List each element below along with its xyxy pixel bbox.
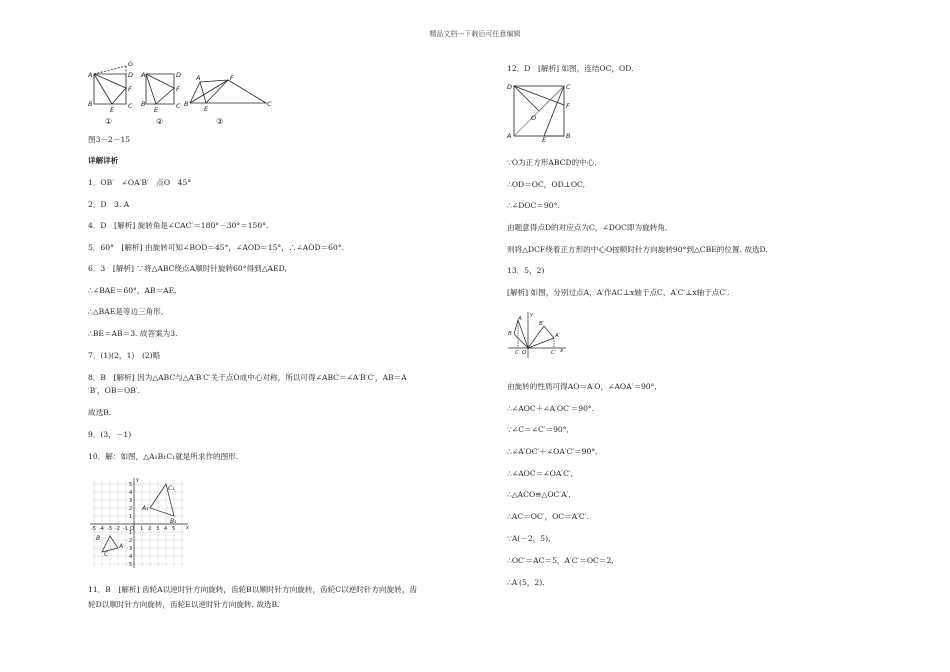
coordinate-figure [506,310,568,360]
grid-figure [86,476,190,572]
axis-label: x [186,525,189,531]
fig-label: D [128,71,134,79]
tick-label: -5 [91,526,96,532]
figure-caption: 图3－2－15 [88,135,131,144]
tick-label: -3 [107,526,112,532]
fig-label: B [88,100,93,108]
fig-label: D [176,71,182,79]
fig-label: C′ [551,350,557,356]
tick-label: 2 [148,526,152,532]
answer-line: 7．(1)(2，1) (2)略 [88,351,161,360]
fig-label: G [128,60,134,68]
fig-label: F [230,74,234,82]
answer-line: ∵O为正方形ABCD的中心, [507,158,597,167]
answer-line: ∴AC＝OC′，OC＝A′C′. [507,512,589,521]
tick-label: 5 [129,562,133,568]
tick-label: 1 [129,514,133,520]
fig-label: B [566,132,571,140]
answer-line: ∵∠C＝∠C′＝90°, [507,425,569,434]
answer-line: 5．60° [解析] 由旋转可知∠BOD＝45°，∠AOD＝15°，∴∠AOD＝60°. [88,243,345,252]
fig-number: ③ [216,117,224,126]
fig-label: C [267,100,272,108]
fig-number: ① [105,117,113,126]
answer-line: ∴OD＝OC，OD⊥OC, [507,180,586,189]
fig-label: B [508,331,512,337]
answer-line: ∴∠AOC＋∠A′OC′＝90°. [507,404,595,413]
fig-label: A′ [555,333,561,339]
fig-label: A [507,132,512,140]
fig-number: ② [156,117,164,126]
tick-label: 5 [129,482,133,488]
answer-line: 8．B [解析] 因为△ABC与△A′B′C′关于点O成中心对称，所以可得∠ABC＝∠A′B′C′，AB＝A [88,373,407,382]
fig-label: C [128,102,133,110]
tick-label: 1 [129,530,133,536]
fig-label: O [522,350,527,356]
tick-label: 5 [172,526,176,532]
tick-label: 3 [156,526,160,532]
fig-label: B [184,100,189,108]
answer-line: 由题意得点D的对应点为C，∠DOC即为旋转角, [507,223,668,232]
fig-label: E [154,106,159,114]
answer-line: ∴BE＝AB＝3. 故答案为3. [88,329,178,338]
answer-line: 12．D [解析] 如图，连结OC，OD. [507,64,634,73]
fig-label: C [176,102,181,110]
tick-label: 4 [129,554,133,560]
tick-label: 3 [129,498,133,504]
fig-label: C [566,83,571,91]
fig-label: E [542,136,547,142]
square-figure [506,80,576,142]
answer-line: 故选B. [88,408,112,417]
answer-line: ∴∠A′OC′＋∠OA′C′＝90°, [507,447,598,456]
answer-line: ∴△ACO≌△OC′A′, [507,490,571,499]
axis-label: y [136,477,139,483]
point-label: A₁ [142,505,149,512]
tick-label: -4 [99,526,104,532]
point-label: B [96,535,101,542]
figure-3-2-15 [86,58,276,128]
fig-label: O [531,114,537,122]
answer-line: ′B′，OB＝OB′. [88,386,140,395]
fig-label: A [196,74,201,82]
fig-label: C [515,350,519,356]
point-label: C₁ [168,485,175,492]
fig-label: D [507,83,513,91]
answer-line: 4．D [解析] 旋转角是∠CAC′＝180°－30°＝150°. [88,221,269,230]
fig-label: A [88,71,93,79]
fig-label: F [128,85,132,93]
fig-label: y [530,312,534,318]
fig-label: x [560,348,564,354]
fig-label: B [141,100,146,108]
answer-line: 11．B [解析] 齿轮A以逆时针方向旋转，齿轮B以顺时针方向旋转，齿轮C以逆时针方向旋转，齿 [88,585,418,594]
point-label: C [104,551,109,558]
page-header: 精品文档---下载后可任意编辑 [429,30,521,38]
tick-label: 4 [164,526,168,532]
answer-line: 13．5，2) [507,266,545,275]
answer-line: 6．3 [解析] ∵将△ABC绕点A顺时针旋转60°得到△AED, [88,264,287,273]
answer-line: ∴A′(5，2). [507,578,545,587]
answer-line: [解析] 如图，分别过点A，A′作AC⊥x轴于点C，A′C′⊥x轴于点C′. [507,288,730,297]
answer-line: ∴∠AOC＝∠OA′C′, [507,469,574,478]
point-label: A [119,543,124,550]
answer-line: ∴∠BAE＝60°，AB＝AE, [88,286,177,295]
answer-line: 轮D以顺时针方向旋转，齿轮E以逆时针方向旋转. 故选B. [88,600,280,609]
point-label: B₁ [170,518,177,525]
answer-line: 9．(3，－1) [88,430,132,439]
tick-label: 1 [140,526,144,532]
fig-label: E [110,106,115,114]
tick-label: -2 [115,526,120,532]
tick-label: 4 [129,490,133,496]
answer-line: ∴∠DOC＝90°. [507,201,560,210]
fig-label: E [204,105,209,113]
fig-label: F [176,85,180,93]
fig-label: B′ [539,321,545,327]
tick-label: 2 [129,538,133,544]
answer-line: 10．解：如图，△A₁B₁C₁就是所求作的图形. [88,452,239,461]
answer-line: ∵A(－2，5), [507,534,551,543]
answer-line: 1．OB′ ∠OA′B′ 点O 45° [88,178,192,187]
answer-line: 由旋转的性质可得AO＝A′O，∠AOA′＝90°, [507,382,657,391]
tick-label: 3 [129,546,133,552]
fig-label: F [566,102,570,110]
answer-line: 则将△DCF绕着正方形的中心O按顺时针方向旋转90°到△CBE的位置. 故选D. [507,245,768,254]
fig-label: A [141,71,146,79]
fig-label: A [518,316,522,322]
tick-label: O [130,526,134,532]
answer-line: ∴OC′＝AC＝5，A′C′＝OC＝2, [507,556,614,565]
answer-line: ∴△BAE是等边三角形, [88,307,164,316]
tick-label: -1 [123,526,128,532]
section-title: 详解详析 [88,156,119,165]
tick-label: 2 [129,506,133,512]
answer-line: 2．D 3. A [88,200,130,209]
